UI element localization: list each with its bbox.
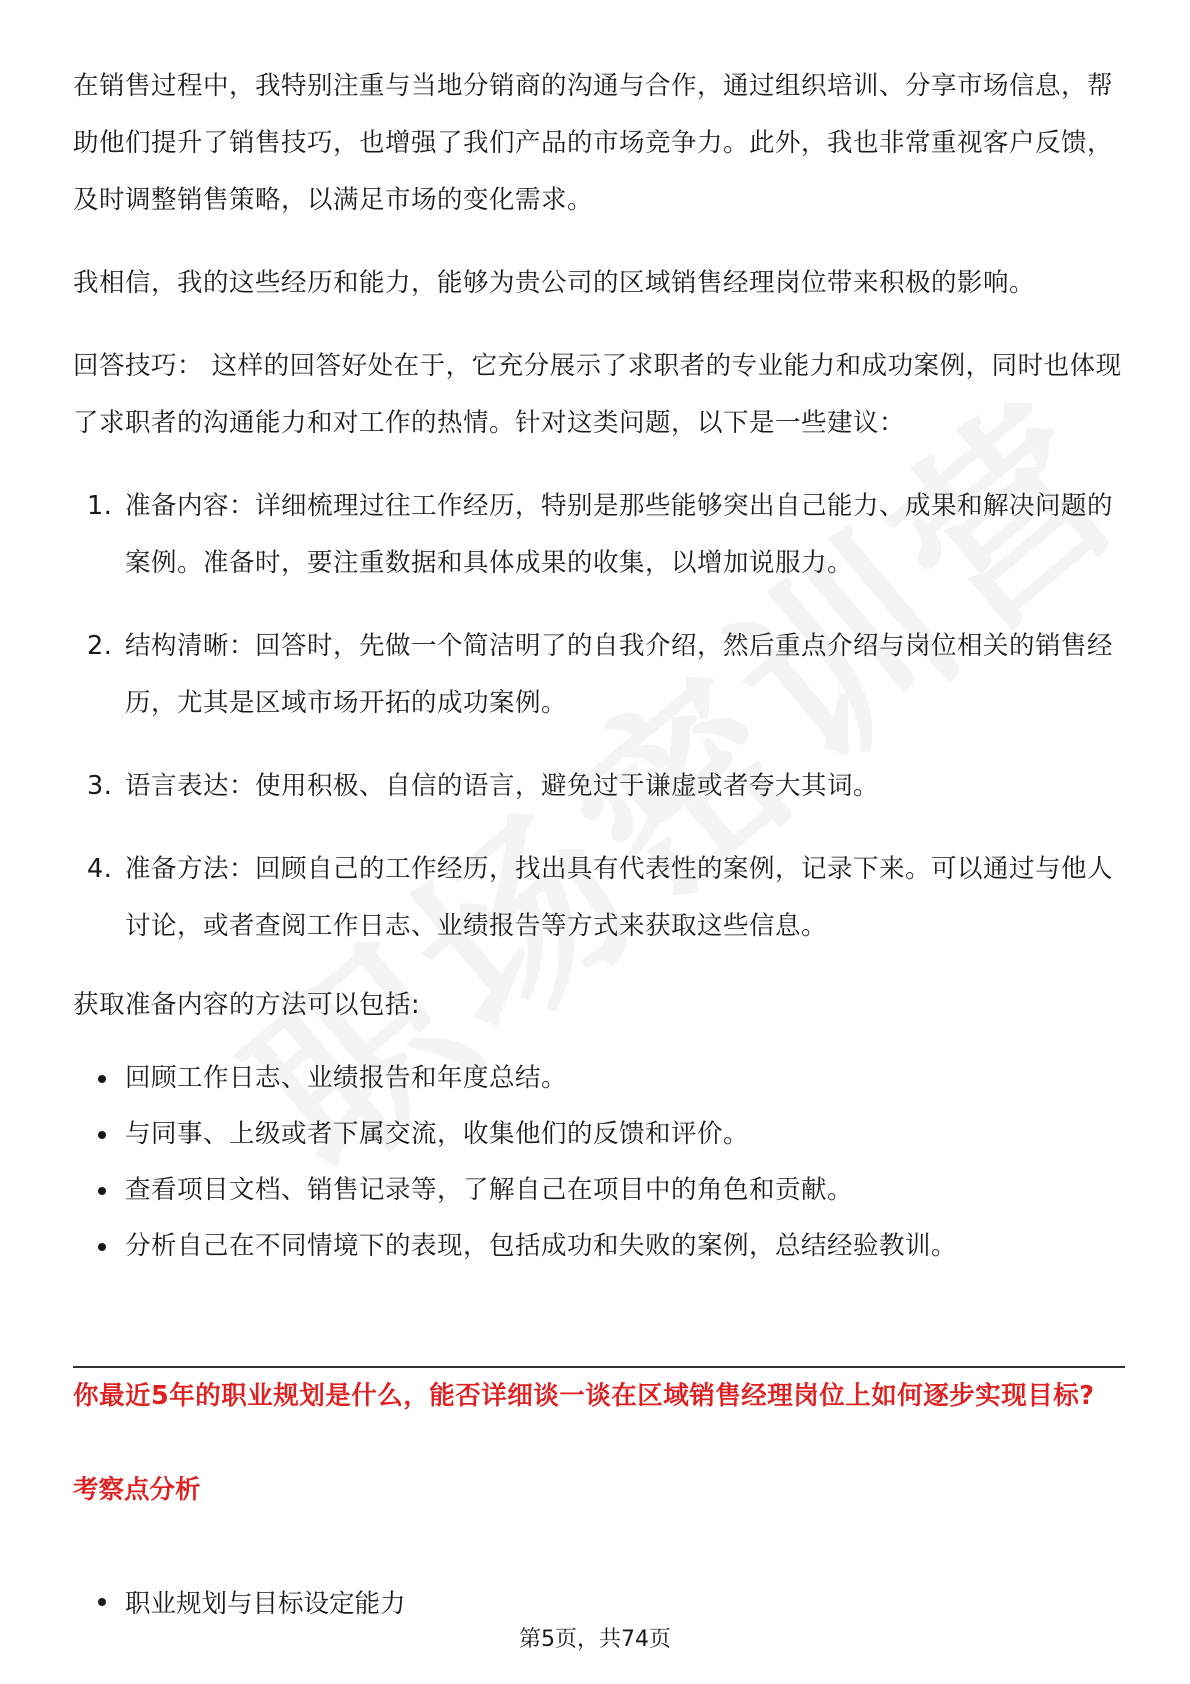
list-number: 2.	[87, 631, 113, 661]
paragraph-belief: 我相信，我的这些经历和能力，能够为贵公司的区域销售经理岗位带来积极的影响。	[73, 268, 1036, 298]
bullet-icon	[98, 1075, 106, 1083]
bullet-icon	[98, 1598, 106, 1606]
list-item-text: 分析自己在不同情境下的表现，包括成功和失败的案例，总结经验教训。	[125, 1231, 958, 1261]
methods-bullet-list	[73, 1060, 1133, 1264]
list-item	[73, 1116, 1133, 1152]
paragraph-answer-tips: 回答技巧： 这样的回答好处在于，它充分展示了求职者的专业能力和成功案例，同时也体现了求职者的沟通能力和对工作的热情。针对这类问题，以下是一些建议：	[73, 351, 1122, 438]
list-number: 4.	[87, 854, 113, 884]
list-item-text: 职业规划与目标设定能力	[125, 1589, 406, 1619]
list-item-text: 查看项目文档、销售记录等，了解自己在项目中的角色和贡献。	[125, 1175, 854, 1205]
bullet-icon	[98, 1243, 106, 1251]
list-item-text: 回顾工作日志、业绩报告和年度总结。	[125, 1063, 568, 1093]
list-item	[73, 1172, 1133, 1208]
paragraph-sales-process: 在销售过程中，我特别注重与当地分销商的沟通与合作，通过组织培训、分享市场信息，帮助他们提升了销售技巧，也增强了我们产品的市场竞争力。此外，我也非常重视客户反馈，及时调整销售策略，以满足市场的变化需求。	[73, 71, 1114, 215]
list-item-text: 结构清晰：回答时，先做一个简洁明了的自我介绍，然后重点介绍与岗位相关的销售经历，尤其是区域市场开拓的成功案例。	[125, 631, 1114, 718]
list-item	[73, 618, 1133, 732]
methods-intro: 获取准备内容的方法可以包括:	[73, 990, 421, 1020]
list-item-text: 准备内容：详细梳理过往工作经历，特别是那些能够突出自己能力、成果和解决问题的案例。准备时，要注重数据和具体成果的收集，以增加说服力。	[125, 491, 1114, 578]
bullet-icon	[98, 1131, 106, 1139]
question-heading: 你最近5年的职业规划是什么，能否详细谈一谈在区域销售经理岗位上如何逐步实现目标?	[73, 1381, 1095, 1411]
section-divider	[73, 1366, 1125, 1368]
list-item	[73, 841, 1133, 955]
tips-numbered-list	[73, 478, 1133, 955]
cut-off-list-item	[125, 1589, 406, 1619]
list-item-text: 语言表达：使用积极、自信的语言，避免过于谦虚或者夸大其词。	[125, 771, 880, 801]
bullet-icon	[98, 1187, 106, 1195]
list-item	[73, 1060, 1133, 1096]
page-footer: 第5页，共74页	[519, 1627, 671, 1652]
list-item	[73, 758, 1133, 815]
list-item	[73, 478, 1133, 592]
list-number: 3.	[87, 771, 113, 801]
list-item	[73, 1228, 1133, 1264]
list-number: 1.	[87, 491, 113, 521]
list-item-text: 准备方法：回顾自己的工作经历，找出具有代表性的案例，记录下来。可以通过与他人讨论，或者查阅工作日志、业绩报告等方式来获取这些信息。	[125, 854, 1114, 941]
main-content	[73, 58, 1133, 1284]
list-item-text: 与同事、上级或者下属交流，收集他们的反馈和评价。	[125, 1119, 750, 1149]
analysis-heading: 考察点分析	[73, 1475, 201, 1505]
